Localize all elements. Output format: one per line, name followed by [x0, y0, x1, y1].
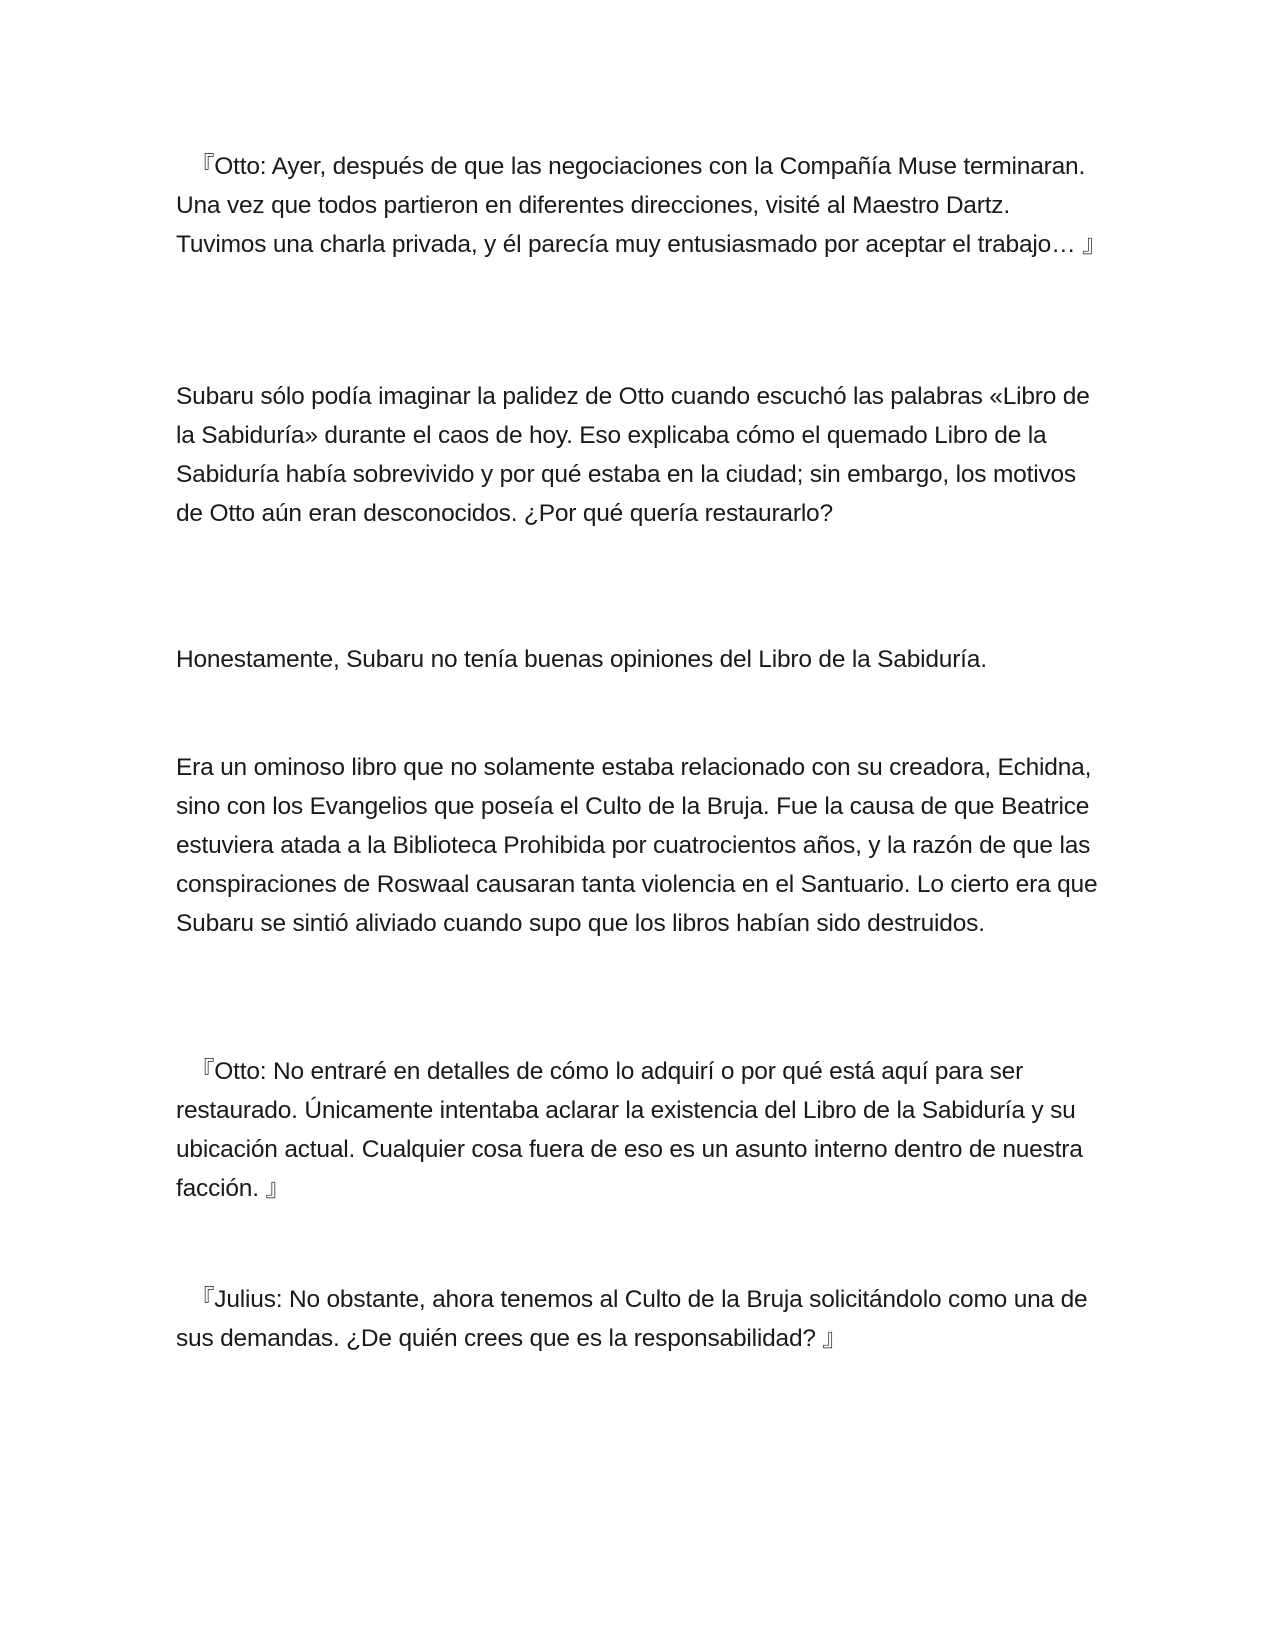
paragraph-text: 『Julius: No obstante, ahora tenemos al Culto de la Bruja solicitándolo como una de sus demandas. ¿De quién crees que es la responsabilidad? 』 [176, 1286, 1088, 1352]
narration-paragraph-1 [176, 377, 1106, 533]
dialogue-paragraph-otto-2 [176, 1052, 1106, 1208]
paragraph-text: Era un ominoso libro que no solamente estaba relacionado con su creadora, Echidna, sino con los Evangelios que poseía el Culto de la Bruja. Fue la causa de que Beatrice estuviera atada a la Biblioteca Prohibida por cuatrocientos años, y la razón de que las conspiraciones de Roswaal causaran tanta violencia en el Santuario. Lo cierto era que Subaru se sintió aliviado cuando supo que los libros habían sido destruidos. [176, 754, 1098, 937]
narration-paragraph-2 [176, 640, 1106, 679]
paragraph-text: 『Otto: No entraré en detalles de cómo lo adquirí o por qué está aquí para ser restaurado. Únicamente intentaba aclarar la existencia del Libro de la Sabiduría y su ubicación actual. Cualquier cosa fuera de eso es un asunto interno dentro de nuestra facción. 』 [176, 1058, 1083, 1202]
paragraph-text: Subaru sólo podía imaginar la palidez de Otto cuando escuchó las palabras «Libro de la Sabiduría» durante el caos de hoy. Eso explicaba cómo el quemado Libro de la Sabiduría había sobrevivido y por qué estaba en la ciudad; sin embargo, los motivos de Otto aún eran desconocidos. ¿Por qué quería restaurarlo? [176, 383, 1090, 527]
dialogue-paragraph-julius [176, 1280, 1106, 1358]
dialogue-paragraph-otto-1 [176, 147, 1106, 264]
narration-paragraph-3 [176, 748, 1106, 943]
paragraph-text: 『Otto: Ayer, después de que las negociaciones con la Compañía Muse terminaran. Una vez que todos partieron en diferentes direcciones, visité al Maestro Dartz. Tuvimos una charla privada, y él parecía muy entusiasmado por aceptar el trabajo… 』 [176, 153, 1107, 258]
paragraph-text: Honestamente, Subaru no tenía buenas opiniones del Libro de la Sabiduría. [176, 646, 987, 673]
